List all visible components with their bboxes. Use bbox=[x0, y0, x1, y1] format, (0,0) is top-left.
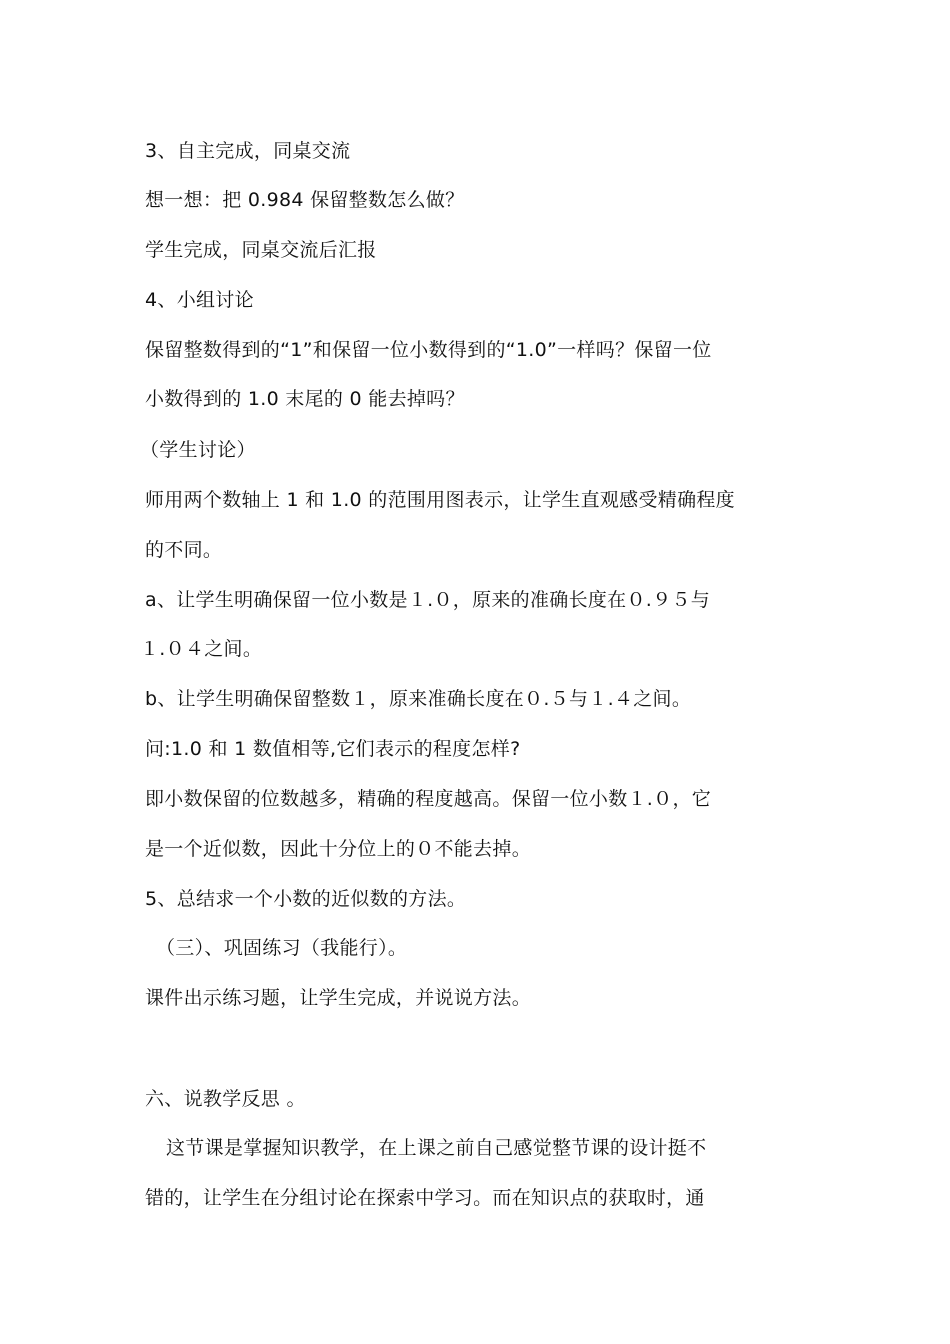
teacher-diagram-line-1: 师用两个数轴上 1 和 1.0 的范围用图表示，让学生直观感受精确程度 bbox=[145, 489, 735, 511]
section-6-heading: 六、说教学反思 。 bbox=[145, 1088, 306, 1110]
comparison-question: 问:1.0 和 1 数值相等,它们表示的程度怎样? bbox=[145, 738, 521, 760]
think-question: 想一想：把 0.984 保留整数怎么做？ bbox=[145, 189, 465, 211]
step-4-heading: 4、小组讨论 bbox=[145, 289, 254, 311]
point-b-line: b、让学生明确保留整数１，原来准确长度在０.５与１.４之间。 bbox=[145, 688, 692, 710]
discussion-question-line-1: 保留整数得到的“1”和保留一位小数得到的“1.0”一样吗？保留一位 bbox=[145, 339, 712, 361]
student-discussion-note: （学生讨论） bbox=[140, 439, 256, 461]
conclusion-line-2: 是一个近似数，因此十分位上的０不能去掉。 bbox=[145, 838, 532, 860]
step-3-heading: 3、自主完成，同桌交流 bbox=[145, 140, 351, 162]
reflection-line-1: 这节课是掌握知识教学，在上课之前自己感觉整节课的设计挺不 bbox=[166, 1137, 707, 1159]
section-3-heading: （三）、巩固练习（我能行）。 bbox=[156, 937, 408, 959]
teacher-diagram-line-2: 的不同。 bbox=[145, 539, 223, 561]
conclusion-line-1: 即小数保留的位数越多，精确的程度越高。保留一位小数１.０，它 bbox=[145, 788, 712, 810]
discussion-question-line-2: 小数得到的 1.0 末尾的 0 能去掉吗？ bbox=[145, 388, 465, 410]
step-5-heading: 5、总结求一个小数的近似数的方法。 bbox=[145, 888, 467, 910]
point-a-line-1: a、让学生明确保留一位小数是１.０，原来的准确长度在０.９５与 bbox=[145, 589, 711, 611]
reflection-line-2: 错的，让学生在分组讨论在探索中学习。而在知识点的获取时，通 bbox=[145, 1187, 705, 1209]
point-a-line-2: １.０４之间。 bbox=[140, 638, 263, 660]
practice-instruction: 课件出示练习题，让学生完成，并说说方法。 bbox=[145, 987, 532, 1009]
student-report-line: 学生完成，同桌交流后汇报 bbox=[145, 239, 377, 261]
